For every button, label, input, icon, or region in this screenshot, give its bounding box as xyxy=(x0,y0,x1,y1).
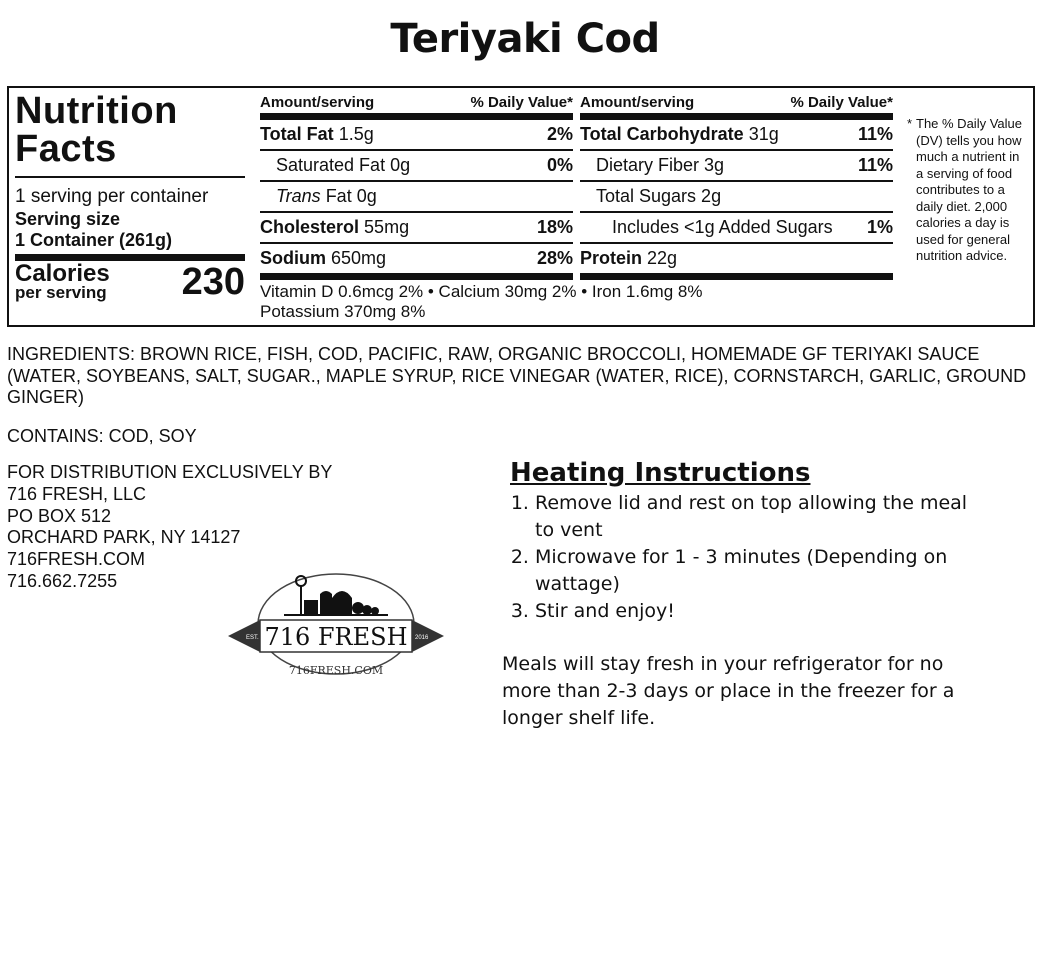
nutrient-name: Total Fat xyxy=(260,124,334,144)
divider xyxy=(15,176,245,178)
nutrient-name: Cholesterol xyxy=(260,217,360,237)
calories-value: 230 xyxy=(181,261,245,303)
logo-est: EST. xyxy=(246,635,259,641)
nutrition-heading-line2: Facts xyxy=(15,128,117,170)
distributor-company: 716 FRESH, LLC xyxy=(7,483,147,504)
nutrient-dv: 1% xyxy=(866,217,893,237)
nutrient-row-protein xyxy=(580,244,893,273)
allergen-contains: CONTAINS: COD, SOY xyxy=(7,426,197,446)
ingredients-text: INGREDIENTS: BROWN RICE, FISH, COD, PACIFIC, RAW, ORGANIC BROCCOLI, HOMEMADE GF TERIYAKI SAUCE (WATER, SOYBEANS, SALT, SUGAR., MAPLE SYRUP, RICE VINEGAR (WATER, RICE), CORNSTARCH, GARLIC, GROUND GINGER) xyxy=(7,344,1027,407)
heating-step: 3. Stir and enjoy! xyxy=(535,598,982,625)
column-header xyxy=(260,94,573,112)
daily-value-header: % Daily Value* xyxy=(470,94,573,111)
heating-step: 2. Microwave for 1 - 3 minutes (Depending on wattage) xyxy=(535,544,982,598)
nutrient-name-italic: Trans xyxy=(276,186,321,206)
nutrient-row-cholesterol xyxy=(260,213,573,244)
logo-url: 716FRESH.COM xyxy=(288,664,384,677)
serving-size-value: 1 Container (261g) xyxy=(15,230,173,250)
nutrient-name: Fat 0g xyxy=(320,186,377,206)
nutrient-dv: 0% xyxy=(546,155,573,175)
divider-thick xyxy=(260,113,573,120)
nutrient-row-sodium xyxy=(260,244,573,273)
divider-thick xyxy=(580,273,893,280)
nutrient-name: Total Carbohydrate xyxy=(580,124,744,144)
calories-label: Calories xyxy=(15,260,110,287)
nutrition-summary xyxy=(15,92,245,307)
nutrient-dv: 11% xyxy=(857,124,893,144)
nutrient-row-trans-fat xyxy=(260,182,573,213)
daily-value-footnote xyxy=(907,116,1029,265)
nutrient-amount: 31g xyxy=(748,124,779,144)
nutrient-dv: 28% xyxy=(536,248,573,268)
heating-title: Heating Instructions xyxy=(510,458,811,488)
nutrient-column-right xyxy=(580,94,893,280)
distributor-phone: 716.662.7255 xyxy=(7,570,118,591)
nutrient-row-saturated-fat xyxy=(260,151,573,182)
calories-row xyxy=(15,261,245,307)
distributor-website: 716FRESH.COM xyxy=(7,549,146,570)
nutrition-heading-line1: Nutrition xyxy=(15,90,178,132)
nutrient-dv: 11% xyxy=(857,155,893,175)
distributor-city: ORCHARD PARK, NY 14127 xyxy=(7,527,241,548)
nutrient-name: Saturated Fat 0g xyxy=(276,155,411,175)
servings-per-container: 1 serving per container xyxy=(15,186,209,207)
nutrient-dv: 18% xyxy=(536,217,573,237)
logo-year: 2016 xyxy=(415,635,429,641)
nutrient-name: Includes <1g Added Sugars xyxy=(612,217,833,237)
nutrient-row-dietary-fiber xyxy=(580,151,893,182)
nutrient-amount: 22g xyxy=(647,248,678,268)
nutrient-name: Total Sugars 2g xyxy=(596,186,722,206)
nutrient-amount: 55mg xyxy=(364,217,410,237)
divider-thick xyxy=(580,113,893,120)
nutrient-dv: 2% xyxy=(546,124,573,144)
amount-header: Amount/serving xyxy=(260,94,375,111)
potassium-line: Potassium 370mg 8% xyxy=(260,302,426,321)
nutrient-amount: 1.5g xyxy=(338,124,374,144)
heating-steps xyxy=(502,490,982,625)
logo-name: 716 FRESH xyxy=(264,623,408,651)
divider-thick xyxy=(260,273,573,280)
nutrient-row-total-carbohydrate xyxy=(580,120,893,151)
nutrient-name: Dietary Fiber 3g xyxy=(596,155,725,175)
nutrient-row-total-sugars xyxy=(580,182,893,213)
calories-sub-label: per serving xyxy=(15,283,107,302)
nutrient-amount: 650mg xyxy=(331,248,387,268)
footnote-asterisk: * xyxy=(907,116,913,131)
nutrient-name: Protein xyxy=(580,248,643,268)
storage-note: Meals will stay fresh in your refrigerator for no more than 2-3 days or place in the freezer for a longer shelf life. xyxy=(502,653,955,729)
serving-size-label: Serving size xyxy=(15,209,121,229)
nutrient-name: Sodium xyxy=(260,248,326,268)
brand-logo xyxy=(224,568,448,682)
footnote-text: The % Daily Value (DV) tells you how much a nutrient in a serving of food contributes to a daily diet. 2,000 calories a day is used for general nutrition advice. xyxy=(916,116,1022,263)
daily-value-header: % Daily Value* xyxy=(790,94,893,111)
page-title: Teriyaki Cod xyxy=(390,16,660,62)
nutrient-column-left xyxy=(260,94,573,280)
nutrition-facts-panel xyxy=(7,86,1035,327)
vitamins-minerals xyxy=(260,282,702,322)
heating-instructions xyxy=(502,456,982,732)
distributor-pobox: PO BOX 512 xyxy=(7,505,112,526)
distributor-line: FOR DISTRIBUTION EXCLUSIVELY BY xyxy=(7,462,333,482)
nutrient-row-added-sugars xyxy=(580,213,893,244)
nutrition-heading xyxy=(15,92,245,168)
nutrient-row-total-fat xyxy=(260,120,573,151)
column-header xyxy=(580,94,893,112)
amount-header: Amount/serving xyxy=(580,94,695,111)
heating-step: 1. Remove lid and rest on top allowing the meal to vent xyxy=(535,490,982,544)
vitamins-line: Vitamin D 0.6mcg 2% • Calcium 30mg 2% • Iron 1.6mg 8% xyxy=(260,282,703,301)
